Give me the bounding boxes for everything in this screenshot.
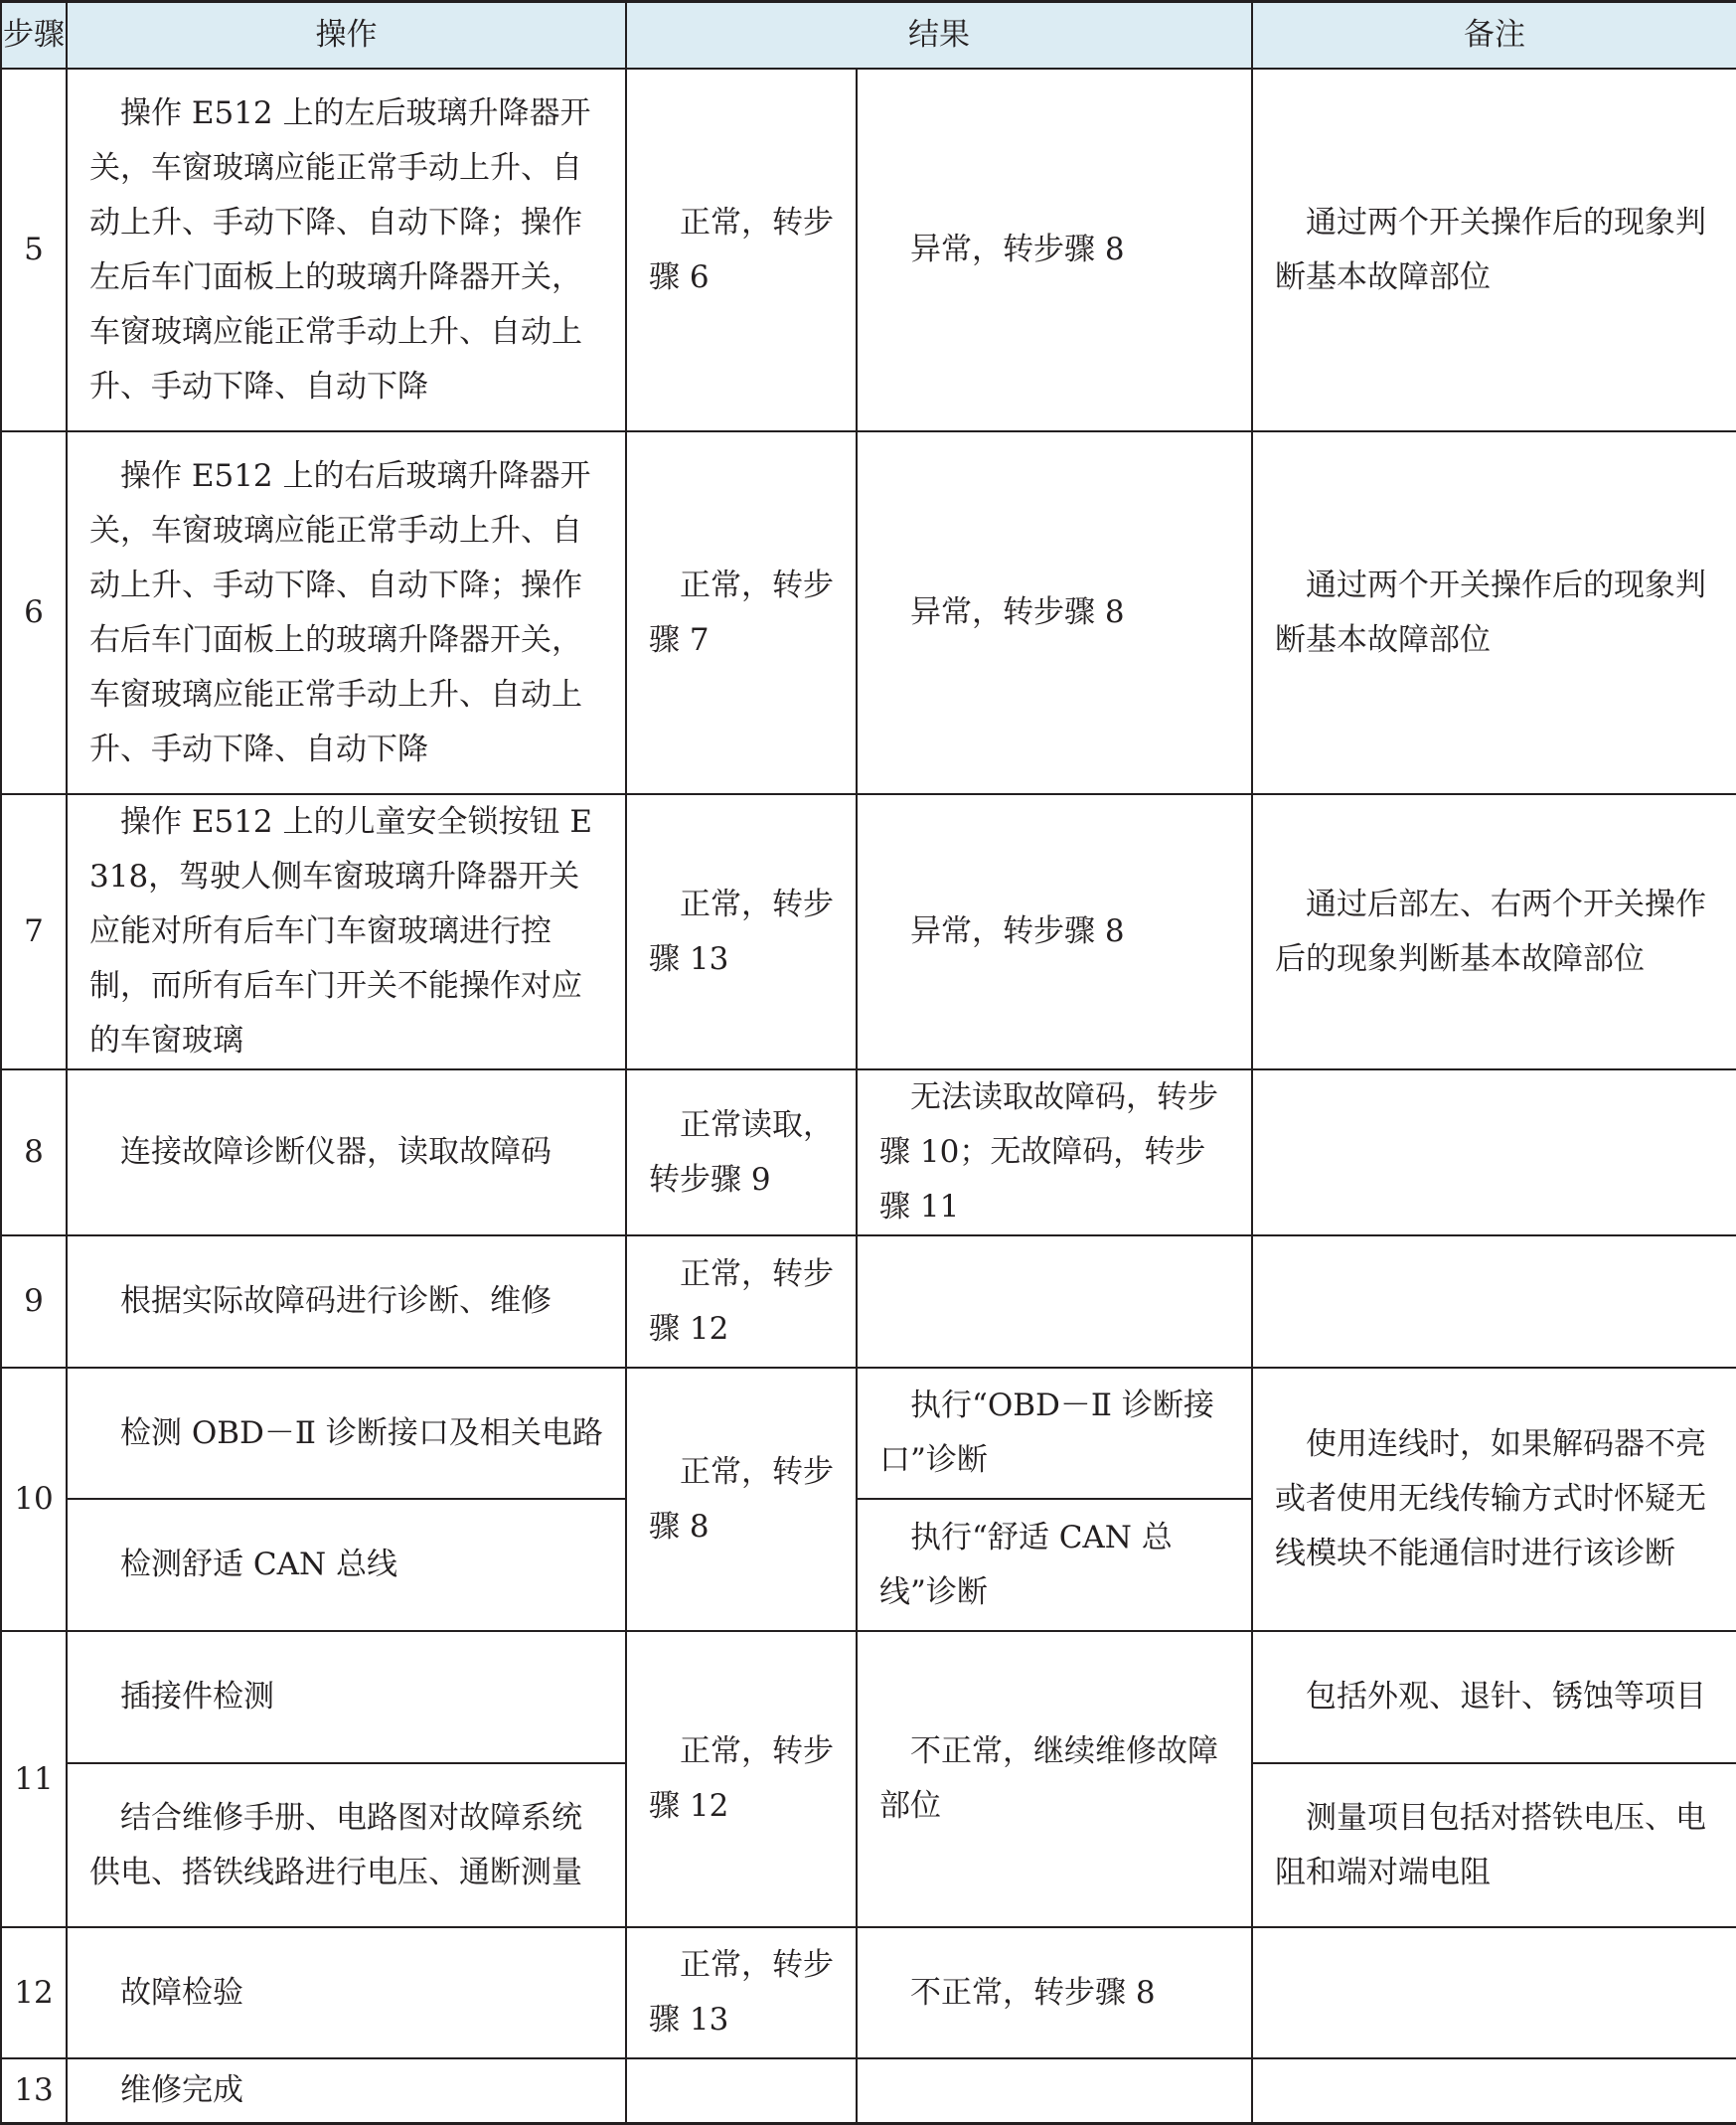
operation-cell: 插接件检测 [67,1631,626,1763]
result-abnormal-cell: 不正常，继续维修故障部位 [857,1631,1252,1927]
result-abnormal-cell: 执行“OBD－Ⅱ 诊断接口”诊断 [857,1368,1252,1499]
result-normal-cell: 正常，转步骤 7 [626,431,857,794]
operation-cell: 检测 OBD－Ⅱ 诊断接口及相关电路 [67,1368,626,1499]
header-result: 结果 [626,2,1252,70]
step-number: 13 [1,2058,67,2123]
step-number: 12 [1,1927,67,2058]
header-remark: 备注 [1252,2,1736,70]
result-abnormal-cell: 不正常，转步骤 8 [857,1927,1252,2058]
result-normal-cell [626,2058,857,2123]
result-abnormal-cell: 异常，转步骤 8 [857,431,1252,794]
step-number: 5 [1,69,67,431]
table-row [1,1069,1736,1235]
step-number: 7 [1,794,67,1069]
result-abnormal-cell: 异常，转步骤 8 [857,69,1252,431]
operation-cell: 检测舒适 CAN 总线 [67,1499,626,1631]
result-abnormal-cell: 异常，转步骤 8 [857,794,1252,1069]
remark-cell: 包括外观、退针、锈蚀等项目 [1252,1631,1736,1763]
table-row [1,1368,1736,1499]
operation-cell: 操作 E512 上的左后玻璃升降器开关，车窗玻璃应能正常手动上升、自动上升、手动下降、自动下降；操作左后车门面板上的玻璃升降器开关，车窗玻璃应能正常手动上升、自动上升、手动下降、自动下降 [67,69,626,431]
operation-cell: 操作 E512 上的右后玻璃升降器开关，车窗玻璃应能正常手动上升、自动上升、手动下降、自动下降；操作右后车门面板上的玻璃升降器开关，车窗玻璃应能正常手动上升、自动上升、手动下降、自动下降 [67,431,626,794]
result-abnormal-cell: 执行“舒适 CAN 总线”诊断 [857,1499,1252,1631]
table-row [1,2058,1736,2123]
step-number: 10 [1,1368,67,1631]
result-normal-cell: 正常读取，转步骤 9 [626,1069,857,1235]
table-row [1,794,1736,1069]
result-abnormal-cell: 无法读取故障码，转步骤 10；无故障码，转步骤 11 [857,1069,1252,1235]
operation-cell: 结合维修手册、电路图对故障系统供电、搭铁线路进行电压、通断测量 [67,1763,626,1927]
header-operation: 操作 [67,2,626,70]
operation-cell: 维修完成 [67,2058,626,2123]
table-row [1,1927,1736,2058]
result-normal-cell: 正常，转步骤 13 [626,1927,857,2058]
operation-cell: 根据实际故障码进行诊断、维修 [67,1235,626,1368]
result-normal-cell: 正常，转步骤 6 [626,69,857,431]
step-number: 6 [1,431,67,794]
step-number: 8 [1,1069,67,1235]
table-row [1,431,1736,794]
header-step: 步骤 [1,2,67,70]
result-abnormal-cell [857,2058,1252,2123]
step-number: 11 [1,1631,67,1927]
operation-cell: 连接故障诊断仪器，读取故障码 [67,1069,626,1235]
result-normal-cell: 正常，转步骤 13 [626,794,857,1069]
result-normal-cell: 正常，转步骤 12 [626,1235,857,1368]
remark-cell [1252,2058,1736,2123]
table-row [1,1631,1736,1763]
operation-cell: 操作 E512 上的儿童安全锁按钮 E318，驾驶人侧车窗玻璃升降器开关应能对所有后车门车窗玻璃进行控制，而所有后车门开关不能操作对应的车窗玻璃 [67,794,626,1069]
remark-cell: 通过两个开关操作后的现象判断基本故障部位 [1252,431,1736,794]
result-normal-cell: 正常，转步骤 8 [626,1368,857,1631]
operation-cell: 故障检验 [67,1927,626,2058]
remark-cell: 使用连线时，如果解码器不亮或者使用无线传输方式时怀疑无线模块不能通信时进行该诊断 [1252,1368,1736,1631]
remark-cell [1252,1927,1736,2058]
remark-cell [1252,1235,1736,1368]
remark-cell: 测量项目包括对搭铁电压、电阻和端对端电阻 [1252,1763,1736,1927]
remark-cell [1252,1069,1736,1235]
table-row [1,1235,1736,1368]
header-row [1,2,1736,70]
remark-cell: 通过两个开关操作后的现象判断基本故障部位 [1252,69,1736,431]
table-row [1,69,1736,431]
remark-cell: 通过后部左、右两个开关操作后的现象判断基本故障部位 [1252,794,1736,1069]
result-abnormal-cell [857,1235,1252,1368]
step-number: 9 [1,1235,67,1368]
result-normal-cell: 正常，转步骤 12 [626,1631,857,1927]
